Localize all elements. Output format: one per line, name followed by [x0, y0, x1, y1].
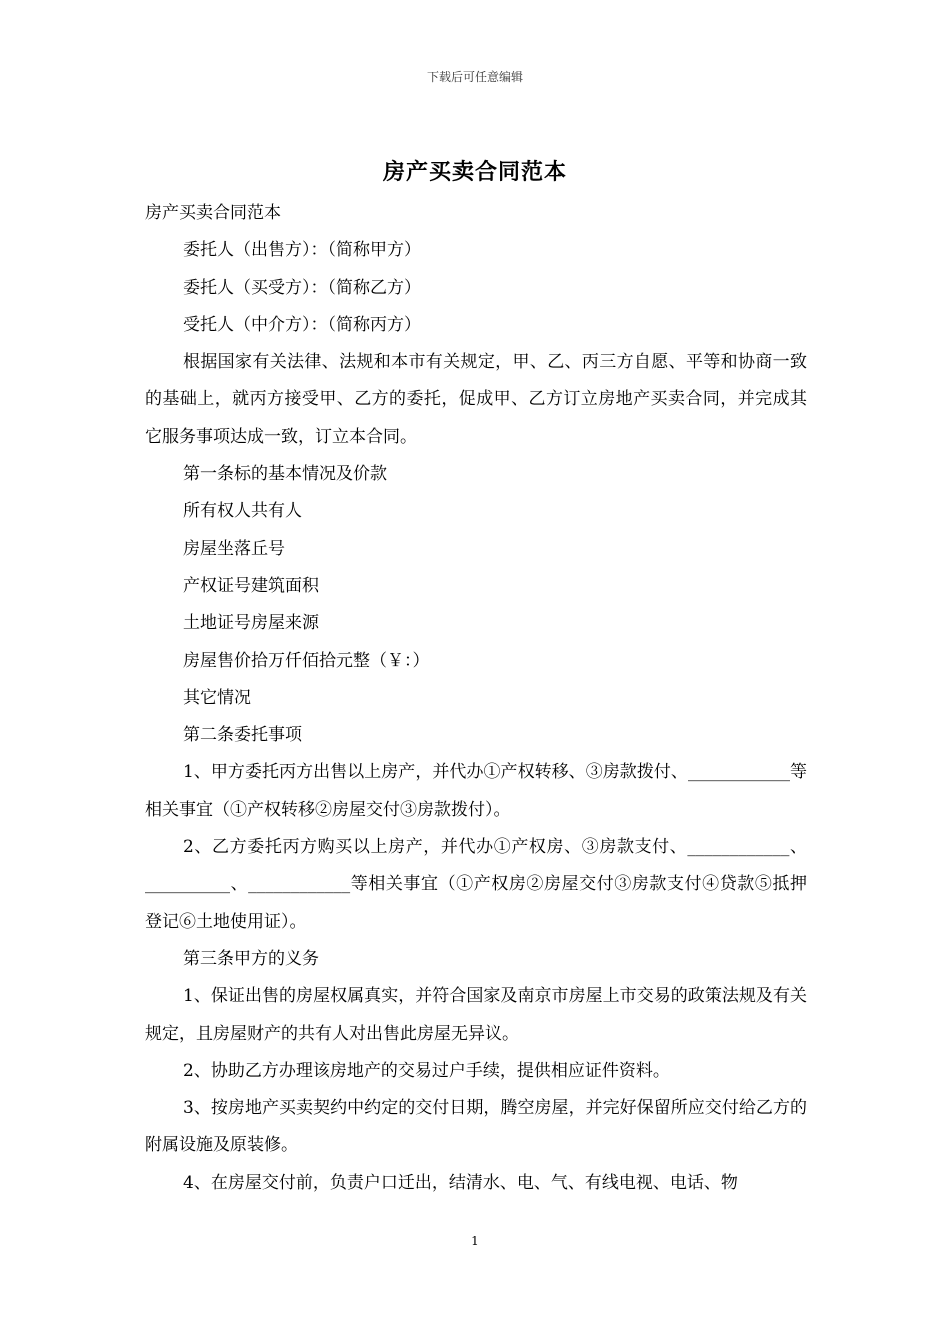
- section-heading: 第三条甲方的义务: [183, 948, 319, 969]
- paragraph: 3、按房地产买卖契约中约定的交付日期，腾空房屋，并完好保留所应交付给乙方的附属设施及原装修。: [145, 1098, 807, 1156]
- section-heading: 第一条标的基本情况及价款: [183, 464, 387, 485]
- page-header-note: 下载后可任意编辑: [426, 70, 523, 84]
- paragraph: 其它情况: [183, 687, 251, 708]
- paragraph: 委托人（出售方）：（简称甲方）: [183, 240, 421, 261]
- section-heading: 第二条委托事项: [183, 725, 302, 746]
- paragraph: 房屋坐落丘号: [183, 538, 285, 559]
- paragraph: 2、协助乙方办理该房地产的交易过户手续，提供相应证件资料。: [183, 1060, 670, 1081]
- paragraph: 1、保证出售的房屋权属真实，并符合国家及南京市房屋上市交易的政策法规及有关规定，且房屋财产的共有人对出售此房屋无异议。: [145, 986, 807, 1044]
- page-number: 1: [471, 1234, 479, 1248]
- paragraph: 土地证号房屋来源: [183, 613, 319, 634]
- paragraph: 2、乙方委托丙方购买以上房产，并代办①产权房、③房款支付、____________、__________、____________等相关事宜（①产权房②房屋交付③房款支付④贷款⑤抵押登记⑥土地使用证）。: [145, 837, 807, 932]
- paragraph: 房屋售价拾万仟佰拾元整（￥：）: [183, 650, 430, 671]
- paragraph: 所有权人共有人: [183, 501, 302, 522]
- paragraph: 1、甲方委托丙方出售以上房产，并代办①产权转移、③房款拨付、____________等相关事宜（①产权转移②房屋交付③房款拨付）。: [145, 762, 807, 820]
- paragraph: 房产买卖合同范本: [145, 203, 281, 223]
- paragraph: 受托人（中介方）：（简称丙方）: [183, 314, 421, 335]
- paragraph: 根据国家有关法律、法规和本市有关规定，甲、乙、丙三方自愿、平等和协商一致的基础上，就丙方接受甲、乙方的委托，促成甲、乙方订立房地产买卖合同，并完成其它服务事项达成一致，订立本合同。: [145, 352, 807, 447]
- paragraph: 产权证号建筑面积: [183, 575, 319, 596]
- paragraph: 委托人（买受方）：（简称乙方）: [183, 277, 421, 298]
- paragraph: 4、在房屋交付前，负责户口迁出，结清水、电、气、有线电视、电话、物: [183, 1172, 738, 1193]
- document-title: 房产买卖合同范本: [382, 159, 567, 185]
- document-body: [145, 195, 807, 1202]
